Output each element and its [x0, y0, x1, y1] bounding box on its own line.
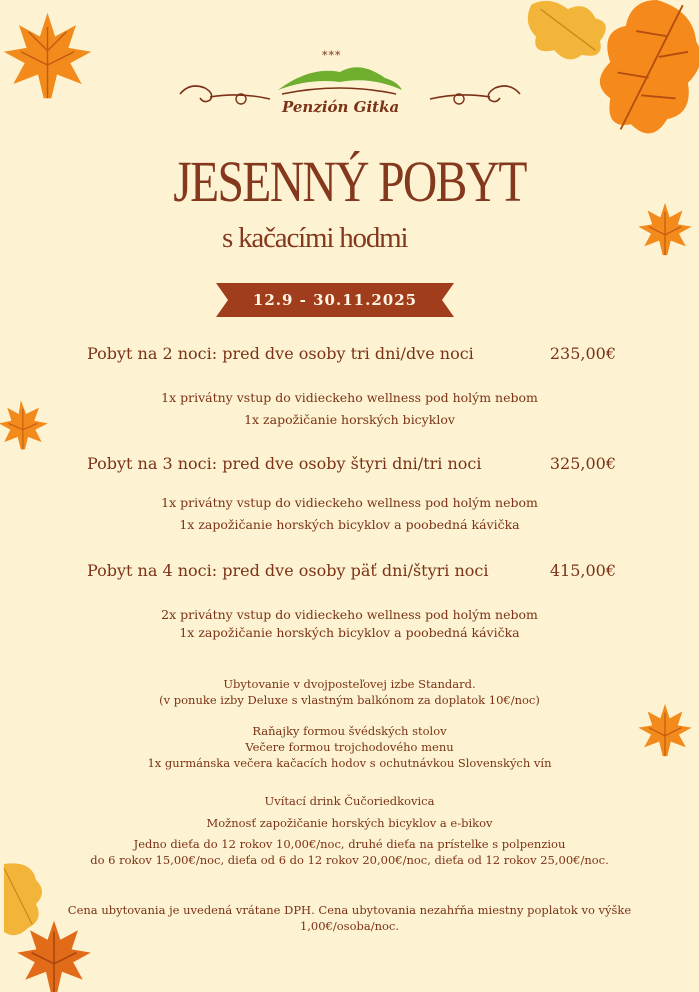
package-feature: 1x privátny vstup do vidieckeho wellness pod holým nebom: [161, 495, 538, 510]
logo-stars: ***: [322, 49, 342, 62]
accommodation-line: Ubytovanie v dvojposteľovej izbe Standard.: [223, 677, 476, 691]
children-pricing: Jedno dieťa do 12 rokov 10,00€/noc, druhé dieťa na prístelke s polpenziou: [133, 837, 566, 851]
package-price: 235,00€: [549, 344, 616, 363]
tax-note: Cena ubytovania je uvedená vrátane DPH. Cena ubytovania nezahŕňa miestny poplatok vo výške: [67, 903, 632, 917]
maple-leaf-icon: [636, 200, 694, 258]
tax-note: 1,00€/osoba/noc.: [299, 919, 400, 933]
package-feature: 1x privátny vstup do vidieckeho wellness pod holým nebom: [161, 390, 538, 405]
package-title: Pobyt na 4 noci: pred dve osoby päť dni/štyri noci: [87, 561, 489, 580]
package-title: Pobyt na 2 noci: pred dve osoby tri dni/dve noci: [87, 344, 474, 363]
date-range: 12.9 - 30.11.2025: [252, 291, 418, 309]
package-feature: 1x zapožičanie horských bicyklov a poobedná kávička: [179, 517, 520, 532]
package-feature: 1x zapožičanie horských bicyklov a poobedná kávička: [179, 625, 520, 640]
package-price: 415,00€: [549, 561, 616, 580]
meal-line: Raňajky formou švédských stolov: [252, 724, 447, 738]
page-title: JESENNÝ POBYT: [173, 149, 526, 214]
accommodation-line: (v ponuke izby Deluxe s vlastným balkónom za doplatok 10€/noc): [159, 693, 540, 707]
package-price: 325,00€: [549, 454, 616, 473]
package-feature: 1x zapožičanie horských bicyklov: [244, 412, 455, 427]
package-feature: 2x privátny vstup do vidieckeho wellness pod holým nebom: [161, 607, 538, 622]
oak-leaf-icon: [594, 0, 699, 145]
welcome-drink: Uvítací drink Čučoriedkovica: [264, 794, 435, 808]
maple-leaf-icon: [0, 8, 95, 103]
logo-name: Penzión Gitka: [282, 98, 400, 116]
page-subtitle: s kačacími hodmi: [222, 222, 408, 254]
meal-line: 1x gurmánska večera kačacích hodov s ochutnávkou Slovenských vín: [147, 756, 552, 770]
meal-line: Večere formou trojchodového menu: [245, 740, 454, 754]
bike-rental: Možnosť zapožičanie horských bicyklov a e-bikov: [206, 816, 493, 830]
package-title: Pobyt na 3 noci: pred dve osoby štyri dni/tri noci: [87, 454, 482, 473]
children-pricing: do 6 rokov 15,00€/noc, dieťa od 6 do 12 rokov 20,00€/noc, dieťa od 12 rokov 25,00€/noc.: [90, 853, 609, 867]
